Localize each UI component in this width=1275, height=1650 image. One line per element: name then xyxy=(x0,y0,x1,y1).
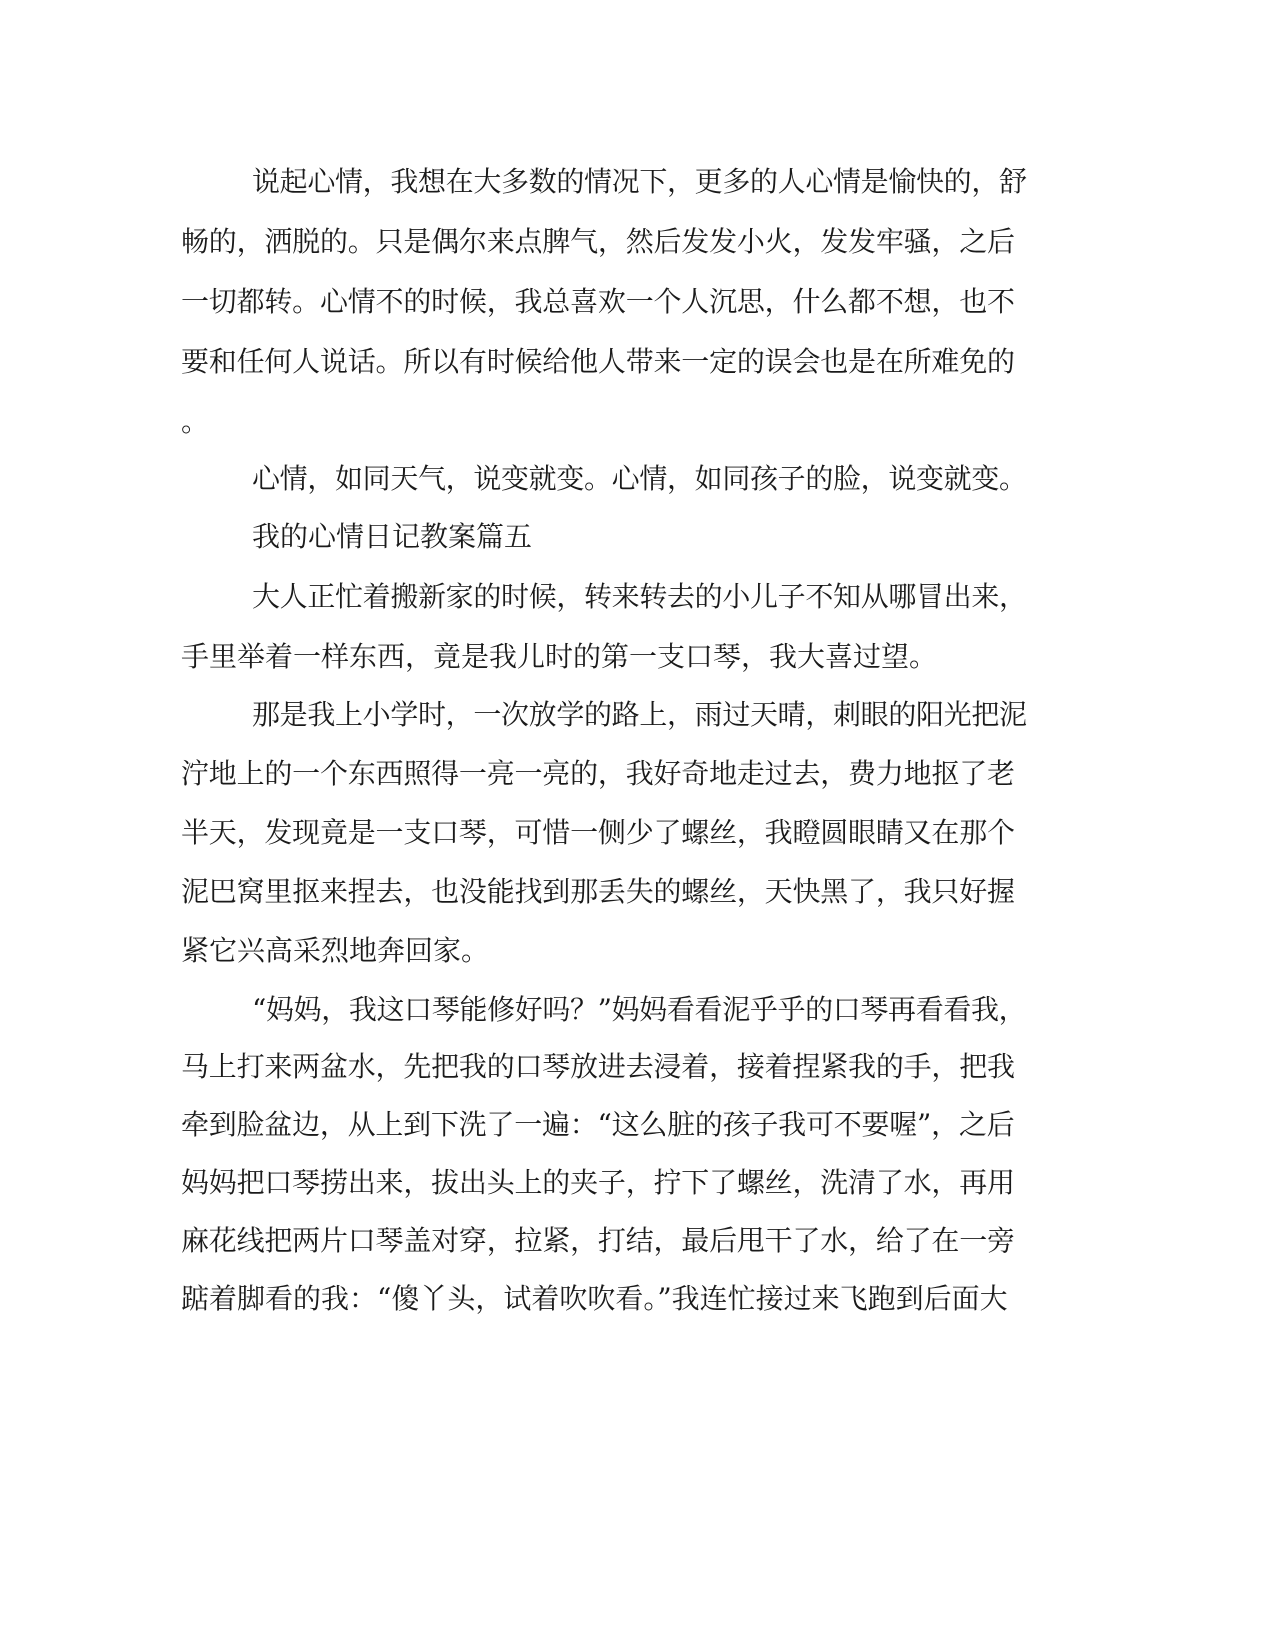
text-line: 说起心情，我想在大多数的情况下，更多的人心情是愉快的，舒 xyxy=(252,165,1027,198)
text-line: 那是我上小学时，一次放学的路上，雨过天晴，刺眼的阳光把泥 xyxy=(252,698,1027,731)
text-line: 妈妈把口琴捞出来，拔出头上的夹子，拧下了螺丝，洗清了水，再用 xyxy=(181,1166,1015,1199)
text-line: 紧它兴高采烈地奔回家。 xyxy=(181,934,490,967)
section-heading: 我的心情日记教案篇五 xyxy=(252,520,533,553)
text-line: “妈妈，我这口琴能修好吗？”妈妈看看泥乎乎的口琴再看看我， xyxy=(252,993,1027,1026)
text-line: 马上打来两盆水，先把我的口琴放进去浸着，接着捏紧我的手，把我 xyxy=(181,1050,1015,1083)
text-line: 泥巴窝里抠来捏去，也没能找到那丢失的螺丝，天快黑了，我只好握 xyxy=(181,875,1015,908)
text-line: 手里举着一样东西，竟是我儿时的第一支口琴，我大喜过望。 xyxy=(181,640,938,673)
text-line: 。 xyxy=(181,405,210,438)
text-line: 一切都转。心情不的时候，我总喜欢一个人沉思，什么都不想，也不 xyxy=(181,285,1015,318)
text-line: 心情，如同天气，说变就变。心情，如同孩子的脸，说变就变。 xyxy=(252,462,1027,495)
text-line: 畅的，洒脱的。只是偶尔来点脾气，然后发发小火，发发牢骚，之后 xyxy=(181,225,1015,258)
text-line: 踮着脚看的我：“傻丫头，试着吹吹看。”我连忙接过来飞跑到后面大 xyxy=(181,1282,1008,1315)
text-line: 麻花线把两片口琴盖对穿，拉紧，打结，最后甩干了水，给了在一旁 xyxy=(181,1224,1015,1257)
text-line: 要和任何人说话。所以有时候给他人带来一定的误会也是在所难免的 xyxy=(181,345,1015,378)
text-line: 大人正忙着搬新家的时候，转来转去的小儿子不知从哪冒出来， xyxy=(252,580,1027,613)
text-line: 半天，发现竟是一支口琴，可惜一侧少了螺丝，我瞪圆眼睛又在那个 xyxy=(181,816,1015,849)
text-line: 牵到脸盆边，从上到下洗了一遍：“这么脏的孩子我可不要喔”，之后 xyxy=(181,1108,1015,1141)
text-line: 泞地上的一个东西照得一亮一亮的，我好奇地走过去，费力地抠了老 xyxy=(181,757,1015,790)
